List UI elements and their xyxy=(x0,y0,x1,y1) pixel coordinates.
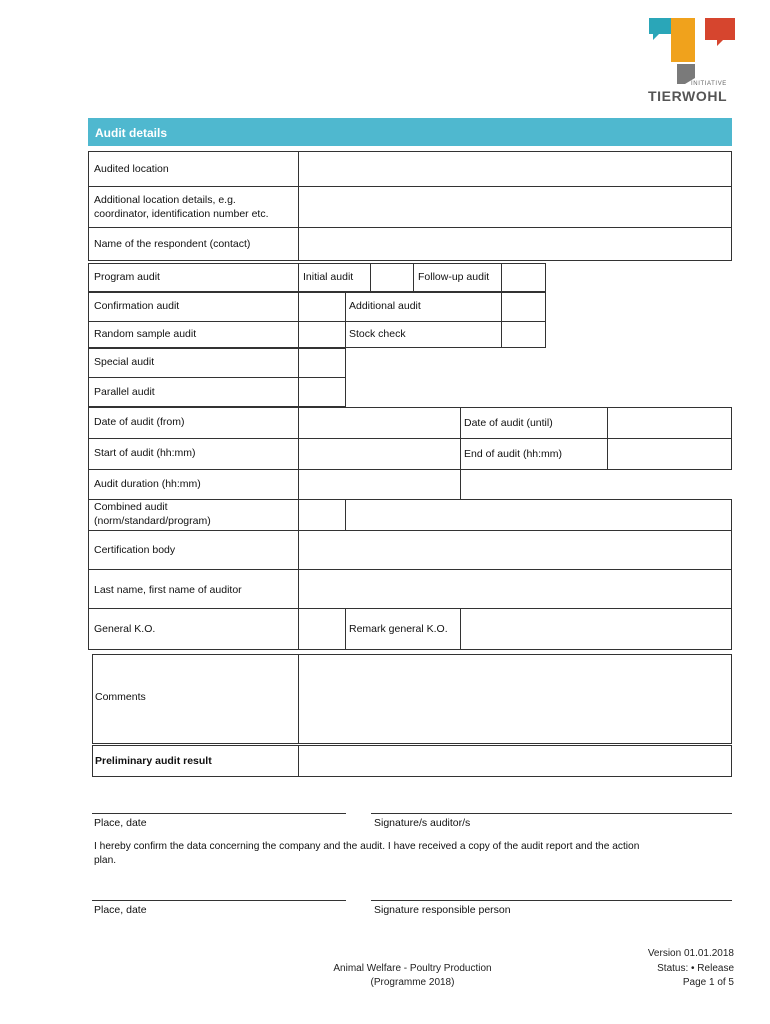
audit-duration-field[interactable] xyxy=(298,469,461,500)
combined-audit-label-line1: Combined audit xyxy=(94,501,168,513)
stock-check-label: Stock check xyxy=(349,328,406,340)
comments-label: Comments xyxy=(95,691,146,703)
logo-initiative-text: INITIATIVE xyxy=(691,81,727,87)
combined-audit-checkbox[interactable] xyxy=(298,499,346,531)
certification-body-field[interactable] xyxy=(298,530,732,570)
comments-field[interactable] xyxy=(298,654,732,744)
followup-audit-checkbox[interactable] xyxy=(501,263,546,292)
footer-version: Version 01.01.2018 xyxy=(647,948,734,959)
footer-center-line1: Animal Welfare - Poultry Production xyxy=(333,963,492,974)
random-sample-audit-label: Random sample audit xyxy=(94,328,197,340)
additional-audit-label: Additional audit xyxy=(349,300,421,312)
additional-location-field[interactable] xyxy=(298,186,732,228)
date-until-label: Date of audit (until) xyxy=(464,417,553,429)
respondent-field[interactable] xyxy=(298,227,732,261)
start-audit-label: Start of audit (hh:mm) xyxy=(94,447,196,459)
certification-body-label: Certification body xyxy=(94,544,176,556)
parallel-audit-label: Parallel audit xyxy=(94,386,155,398)
confirmation-text-line1: I hereby confirm the data concerning the company and the audit. I have received a copy of the audit report and the action xyxy=(94,841,640,852)
date-from-field[interactable] xyxy=(298,407,461,439)
additional-location-label-line2: coordinator, identification number etc. xyxy=(94,208,269,220)
date-from-label: Date of audit (from) xyxy=(94,416,185,428)
audited-location-field[interactable] xyxy=(298,151,732,187)
audit-duration-label: Audit duration (hh:mm) xyxy=(94,478,201,490)
signature-responsible-label: Signature responsible person xyxy=(374,904,511,916)
auditor-name-field[interactable] xyxy=(298,569,732,609)
additional-location-label-line1: Additional location details, e.g. xyxy=(94,194,236,206)
confirmation-audit-checkbox[interactable] xyxy=(298,292,346,322)
place-date-label-1: Place, date xyxy=(94,817,147,829)
program-audit-label: Program audit xyxy=(94,271,160,283)
general-ko-checkbox[interactable] xyxy=(298,608,346,650)
signature-auditor-line[interactable] xyxy=(371,813,732,814)
parallel-audit-checkbox[interactable] xyxy=(298,377,346,407)
auditor-name-label: Last name, first name of auditor xyxy=(94,584,242,596)
place-date-label-2: Place, date xyxy=(94,904,147,916)
logo-tierwohl-text: TIERWOHL xyxy=(648,88,728,104)
special-audit-label: Special audit xyxy=(94,356,155,368)
footer-page: Page 1 of 5 xyxy=(682,977,734,988)
preliminary-result-field[interactable] xyxy=(298,745,732,777)
respondent-label: Name of the respondent (contact) xyxy=(94,238,251,250)
initial-audit-label: Initial audit xyxy=(303,271,354,283)
signature-responsible-line[interactable] xyxy=(371,900,732,901)
additional-location-label-cell xyxy=(88,186,299,228)
combined-audit-field[interactable] xyxy=(345,499,732,531)
special-audit-checkbox[interactable] xyxy=(298,348,346,378)
date-until-field[interactable] xyxy=(607,407,732,439)
followup-audit-label: Follow-up audit xyxy=(418,271,490,283)
remark-general-ko-label: Remark general K.O. xyxy=(349,623,448,635)
confirmation-audit-label: Confirmation audit xyxy=(94,300,180,312)
stock-check-checkbox[interactable] xyxy=(501,321,546,348)
place-date-line-2[interactable] xyxy=(92,900,346,901)
end-audit-field[interactable] xyxy=(607,438,732,470)
general-ko-label: General K.O. xyxy=(94,623,156,635)
preliminary-result-label: Preliminary audit result xyxy=(95,755,212,767)
combined-audit-label-line2: (norm/standard/program) xyxy=(94,515,211,527)
audited-location-label: Audited location xyxy=(94,163,169,175)
footer-center-line2: (Programme 2018) xyxy=(370,977,455,988)
section-header-audit-details: Audit details xyxy=(88,118,732,146)
start-audit-field[interactable] xyxy=(298,438,461,470)
additional-audit-checkbox[interactable] xyxy=(501,292,546,322)
remark-general-ko-field[interactable] xyxy=(460,608,732,650)
end-audit-label: End of audit (hh:mm) xyxy=(464,448,563,460)
place-date-line-1[interactable] xyxy=(92,813,346,814)
random-sample-audit-checkbox[interactable] xyxy=(298,321,346,348)
confirmation-text-line2: plan. xyxy=(94,855,117,866)
initial-audit-checkbox[interactable] xyxy=(370,263,414,292)
footer-status: Status: • Release xyxy=(657,963,734,974)
signature-auditor-label: Signature/s auditor/s xyxy=(374,817,471,829)
